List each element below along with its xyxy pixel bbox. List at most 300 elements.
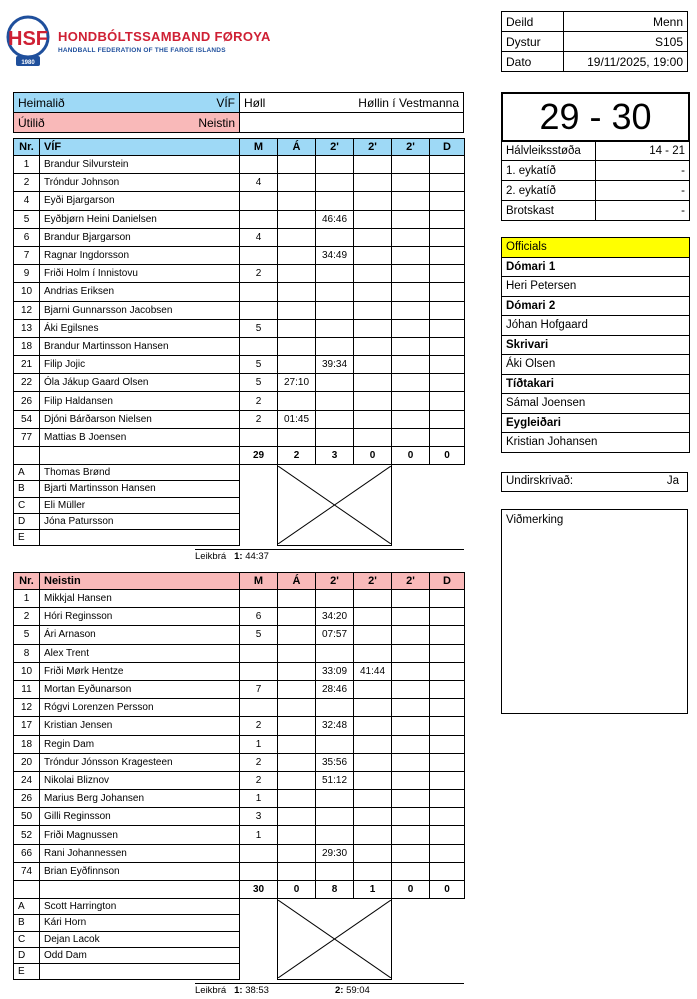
player-warning (278, 283, 316, 301)
player-suspension (354, 717, 392, 735)
player-warning (278, 717, 316, 735)
player-row (14, 392, 465, 410)
player-row (14, 844, 465, 862)
col-nr: Nr. (14, 139, 40, 156)
officials-title-row (502, 238, 690, 258)
player-number: 26 (14, 392, 40, 410)
official-name: Bjarti Martinsson Hansen (40, 481, 240, 497)
player-number: 12 (14, 699, 40, 717)
player-suspension (316, 192, 354, 210)
player-disqualification (430, 410, 465, 428)
player-suspension (392, 156, 430, 174)
player-warning (278, 210, 316, 228)
officials-body (502, 238, 690, 453)
col-two: 2' (392, 573, 430, 590)
player-row (14, 246, 465, 264)
official-name: Thomas Brønd (40, 465, 240, 481)
official-name (40, 963, 240, 979)
player-name: Andrias Eriksen (40, 283, 240, 301)
player-suspension (316, 228, 354, 246)
team-official-row (14, 899, 465, 915)
totals-row (14, 447, 465, 465)
score-details-table (501, 140, 690, 221)
player-suspension (392, 410, 430, 428)
player-number: 66 (14, 844, 40, 862)
player-row (14, 771, 465, 789)
player-warning (278, 301, 316, 319)
official-name: Áki Olsen (502, 355, 690, 375)
player-goals: 2 (240, 392, 278, 410)
player-row (14, 626, 465, 644)
cross-mark (278, 466, 391, 544)
official-role-row (502, 413, 690, 433)
player-name: Brandur Martinsson Hansen (40, 337, 240, 355)
player-warning (278, 790, 316, 808)
player-suspension (392, 210, 430, 228)
player-warning: 27:10 (278, 374, 316, 392)
player-warning (278, 844, 316, 862)
player-name: Mattias B Joensen (40, 428, 240, 446)
player-number: 2 (14, 174, 40, 192)
player-disqualification (430, 771, 465, 789)
col-m: M (240, 573, 278, 590)
player-suspension (354, 626, 392, 644)
player-suspension (392, 265, 430, 283)
total-suspensions: 0 (392, 447, 430, 465)
player-row (14, 680, 465, 698)
player-suspension (392, 753, 430, 771)
player-suspension (392, 735, 430, 753)
player-disqualification (430, 174, 465, 192)
hsf-logo (6, 12, 50, 68)
player-warning (278, 735, 316, 753)
official-name: Kristian Johansen (502, 433, 690, 453)
col-two: 2' (354, 573, 392, 590)
player-suspension (392, 428, 430, 446)
player-suspension (316, 590, 354, 608)
player-suspension (392, 717, 430, 735)
player-suspension (354, 644, 392, 662)
player-number: 9 (14, 265, 40, 283)
col-d: D (430, 139, 465, 156)
player-suspension (354, 374, 392, 392)
player-row (14, 356, 465, 374)
player-disqualification (430, 680, 465, 698)
player-row (14, 753, 465, 771)
player-disqualification (430, 392, 465, 410)
player-suspension (316, 301, 354, 319)
official-name-row (502, 316, 690, 336)
player-warning (278, 228, 316, 246)
player-suspension (392, 608, 430, 626)
timeout-number: 1: (234, 551, 243, 562)
total-suspensions: 0 (392, 881, 430, 899)
spacer (240, 899, 278, 980)
player-suspension (354, 337, 392, 355)
player-number: 77 (14, 428, 40, 446)
match-info-body (502, 12, 688, 72)
player-suspension (392, 590, 430, 608)
player-warning (278, 319, 316, 337)
official-name (40, 529, 240, 545)
timeout-time: 38:53 (245, 985, 269, 996)
player-goals: 1 (240, 735, 278, 753)
player-suspension (392, 662, 430, 680)
player-disqualification (430, 337, 465, 355)
score-row-value: - (596, 161, 690, 181)
logo-text: HSF (8, 28, 48, 50)
player-suspension (316, 826, 354, 844)
total-warnings: 2 (278, 447, 316, 465)
player-number: 17 (14, 717, 40, 735)
player-name: Brian Eyðfinnson (40, 862, 240, 880)
player-suspension (316, 699, 354, 717)
timeout-time: 59:04 (346, 985, 370, 996)
home-label: Heimalið (14, 93, 84, 113)
player-suspension (392, 228, 430, 246)
player-suspension (354, 210, 392, 228)
player-warning (278, 392, 316, 410)
score-row (502, 161, 690, 181)
official-name-row (502, 355, 690, 375)
player-goals: 2 (240, 265, 278, 283)
signed-box (501, 472, 688, 492)
player-goals: 2 (240, 753, 278, 771)
player-warning (278, 428, 316, 446)
player-number: 52 (14, 826, 40, 844)
col-team: VÍF (40, 139, 240, 156)
player-row (14, 319, 465, 337)
player-suspension: 35:56 (316, 753, 354, 771)
info-row (502, 12, 688, 32)
player-disqualification (430, 790, 465, 808)
player-suspension (354, 392, 392, 410)
score-row-label: 2. eykatíð (502, 181, 596, 201)
player-disqualification (430, 265, 465, 283)
total-suspensions: 3 (316, 447, 354, 465)
final-score: 29 - 30 (539, 96, 652, 137)
player-suspension (392, 844, 430, 862)
timeout-label: Leikbrá (195, 551, 227, 562)
player-name: Rógvi Lorenzen Persson (40, 699, 240, 717)
venue-label: Høll (240, 93, 286, 113)
player-suspension (392, 392, 430, 410)
logo-year: 1980 (21, 60, 35, 66)
player-suspension (316, 735, 354, 753)
player-row (14, 862, 465, 880)
player-name: Filip Haldansen (40, 392, 240, 410)
col-m: M (240, 139, 278, 156)
player-goals (240, 210, 278, 228)
player-disqualification (430, 862, 465, 880)
player-name: Eyði Bjargarson (40, 192, 240, 210)
player-suspension (392, 337, 430, 355)
official-name: Sámal Joensen (502, 394, 690, 414)
player-disqualification (430, 626, 465, 644)
away-team-name: Neistin (84, 113, 240, 133)
player-row (14, 808, 465, 826)
player-number: 4 (14, 192, 40, 210)
player-row (14, 283, 465, 301)
player-suspension: 39:34 (316, 356, 354, 374)
score-row (502, 181, 690, 201)
official-name: Kári Horn (40, 915, 240, 931)
player-suspension (392, 356, 430, 374)
official-role-row (502, 257, 690, 277)
official-name: Odd Dam (40, 947, 240, 963)
player-row (14, 717, 465, 735)
info-row (502, 52, 688, 72)
official-code: B (14, 915, 40, 931)
player-suspension (316, 319, 354, 337)
col-two: 2' (354, 139, 392, 156)
player-number: 50 (14, 808, 40, 826)
score-row (502, 141, 690, 161)
player-suspension (354, 283, 392, 301)
player-warning (278, 771, 316, 789)
player-suspension (354, 771, 392, 789)
score-row-label: Brotskast (502, 201, 596, 221)
player-suspension (354, 192, 392, 210)
player-suspension (354, 156, 392, 174)
federation-subtitle: HANDBALL FEDERATION OF THE FAROE ISLANDS (58, 47, 226, 54)
score-row-value: 14 - 21 (596, 141, 690, 161)
official-role-row (502, 374, 690, 394)
player-disqualification (430, 246, 465, 264)
player-warning (278, 356, 316, 374)
player-name: Kristian Jensen (40, 717, 240, 735)
away-players-table (13, 572, 465, 980)
player-number: 7 (14, 246, 40, 264)
player-goals: 2 (240, 410, 278, 428)
player-disqualification (430, 374, 465, 392)
player-suspension: 46:46 (316, 210, 354, 228)
col-two: 2' (316, 573, 354, 590)
player-goals (240, 862, 278, 880)
info-value: Menn (564, 12, 688, 32)
player-suspension (354, 862, 392, 880)
official-name: Eli Müller (40, 497, 240, 513)
player-name: Mikkjal Hansen (40, 590, 240, 608)
player-number: 20 (14, 753, 40, 771)
player-warning (278, 826, 316, 844)
player-number: 10 (14, 283, 40, 301)
player-goals (240, 192, 278, 210)
player-number: 11 (14, 680, 40, 698)
player-row (14, 337, 465, 355)
player-warning (278, 662, 316, 680)
player-goals (240, 662, 278, 680)
player-suspension (392, 192, 430, 210)
player-disqualification (430, 210, 465, 228)
player-suspension: 28:46 (316, 680, 354, 698)
home-players-table (13, 138, 465, 546)
player-name: Tróndur Johnson (40, 174, 240, 192)
crossed-box (278, 899, 392, 980)
player-suspension (392, 319, 430, 337)
players-body (14, 139, 465, 546)
player-warning (278, 626, 316, 644)
official-code: A (14, 899, 40, 915)
player-row (14, 410, 465, 428)
player-number: 8 (14, 644, 40, 662)
away-label: Útilið (14, 113, 84, 133)
official-name: Dejan Lacok (40, 931, 240, 947)
info-row (502, 32, 688, 52)
player-goals: 7 (240, 680, 278, 698)
official-role: Dómari 1 (502, 257, 690, 277)
player-suspension (354, 844, 392, 862)
player-warning (278, 192, 316, 210)
player-goals: 2 (240, 771, 278, 789)
official-code: D (14, 513, 40, 529)
totals-blank (40, 447, 240, 465)
player-suspension (354, 735, 392, 753)
player-disqualification (430, 699, 465, 717)
player-name: Ragnar Ingdorsson (40, 246, 240, 264)
player-suspension: 32:48 (316, 717, 354, 735)
player-warning (278, 699, 316, 717)
player-name: Nikolai Bliznov (40, 771, 240, 789)
player-number: 13 (14, 319, 40, 337)
player-suspension (354, 790, 392, 808)
info-value: 19/11/2025, 19:00 (564, 52, 688, 72)
player-row (14, 156, 465, 174)
player-goals (240, 844, 278, 862)
official-name-row (502, 277, 690, 297)
player-disqualification (430, 753, 465, 771)
spacer (240, 465, 278, 546)
players-header-row (14, 573, 465, 590)
player-suspension (354, 246, 392, 264)
player-suspension (316, 265, 354, 283)
info-label: Dystur (502, 32, 564, 52)
col-a: Á (278, 139, 316, 156)
score-row (502, 201, 690, 221)
player-name: Ári Arnason (40, 626, 240, 644)
player-suspension: 41:44 (354, 662, 392, 680)
player-goals: 3 (240, 808, 278, 826)
player-name: Marius Berg Johansen (40, 790, 240, 808)
player-number: 22 (14, 374, 40, 392)
player-suspension (354, 680, 392, 698)
player-warning (278, 608, 316, 626)
player-suspension: 07:57 (316, 626, 354, 644)
official-code: D (14, 947, 40, 963)
player-disqualification (430, 735, 465, 753)
player-goals: 2 (240, 717, 278, 735)
col-d: D (430, 573, 465, 590)
player-suspension (316, 410, 354, 428)
total-disqualifications: 0 (430, 881, 465, 899)
totals-blank (14, 881, 40, 899)
official-code: B (14, 481, 40, 497)
player-row (14, 608, 465, 626)
player-row (14, 699, 465, 717)
player-goals: 4 (240, 228, 278, 246)
player-row (14, 428, 465, 446)
player-name: Alex Trent (40, 644, 240, 662)
official-code: C (14, 497, 40, 513)
player-suspension (392, 699, 430, 717)
official-role: Tíðtakari (502, 374, 690, 394)
player-number: 18 (14, 735, 40, 753)
official-name: Scott Harrington (40, 899, 240, 915)
player-suspension (392, 301, 430, 319)
player-suspension (316, 374, 354, 392)
player-row (14, 301, 465, 319)
player-row (14, 735, 465, 753)
official-name: Heri Petersen (502, 277, 690, 297)
official-name-row (502, 433, 690, 453)
player-goals (240, 644, 278, 662)
player-suspension (354, 699, 392, 717)
player-goals (240, 590, 278, 608)
info-value: S105 (564, 32, 688, 52)
player-suspension (354, 826, 392, 844)
player-disqualification (430, 826, 465, 844)
official-role-row (502, 296, 690, 316)
col-nr: Nr. (14, 573, 40, 590)
player-warning (278, 590, 316, 608)
player-number: 1 (14, 156, 40, 174)
player-row (14, 192, 465, 210)
player-warning (278, 680, 316, 698)
player-goals: 4 (240, 174, 278, 192)
player-name: Áki Egilsnes (40, 319, 240, 337)
official-role: Eygleiðari (502, 413, 690, 433)
player-number: 54 (14, 410, 40, 428)
officials-title: Officials (502, 238, 690, 258)
player-suspension (354, 356, 392, 374)
player-number: 26 (14, 790, 40, 808)
player-name: Eyðbjørn Heini Danielsen (40, 210, 240, 228)
official-name: Jóna Patursson (40, 513, 240, 529)
totals-row (14, 881, 465, 899)
player-goals (240, 246, 278, 264)
player-warning: 01:45 (278, 410, 316, 428)
player-suspension (316, 174, 354, 192)
player-disqualification (430, 356, 465, 374)
official-role: Dómari 2 (502, 296, 690, 316)
official-role-row (502, 335, 690, 355)
official-name: Jóhan Hofgaard (502, 316, 690, 336)
player-row (14, 265, 465, 283)
match-info-table (501, 11, 688, 72)
score-row-label: Hálvleiksstøða (502, 141, 596, 161)
player-row (14, 228, 465, 246)
player-suspension (392, 644, 430, 662)
timeout-number: 1: (234, 985, 243, 996)
col-two: 2' (316, 139, 354, 156)
player-goals: 1 (240, 790, 278, 808)
player-suspension: 33:09 (316, 662, 354, 680)
player-name: Brandur Bjargarson (40, 228, 240, 246)
player-number: 18 (14, 337, 40, 355)
player-disqualification (430, 301, 465, 319)
player-goals: 5 (240, 626, 278, 644)
official-code: C (14, 931, 40, 947)
player-disqualification (430, 428, 465, 446)
total-suspensions: 8 (316, 881, 354, 899)
player-suspension (316, 644, 354, 662)
player-goals: 6 (240, 608, 278, 626)
player-name: Djóni Bárðarson Nielsen (40, 410, 240, 428)
spacer (392, 465, 465, 546)
player-warning (278, 156, 316, 174)
score-row-value: - (596, 181, 690, 201)
player-number: 21 (14, 356, 40, 374)
